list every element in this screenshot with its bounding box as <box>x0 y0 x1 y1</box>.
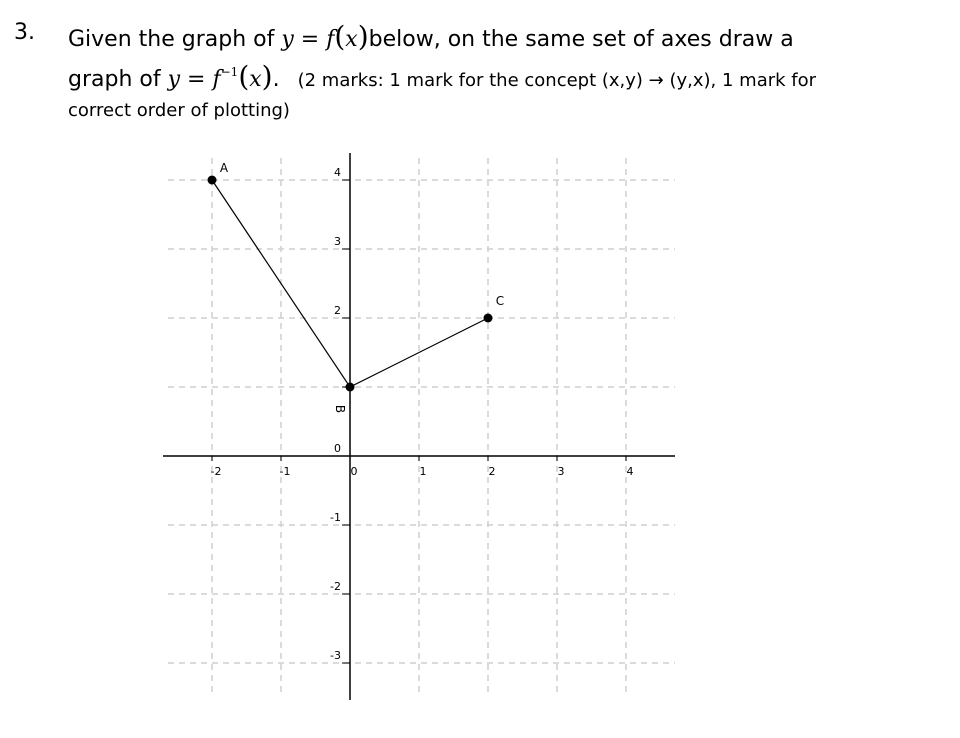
x-tick-label: 4 <box>626 465 634 478</box>
math-f-2: f <box>212 67 221 92</box>
question-number: 3. <box>14 20 35 45</box>
x-tick-label: 0 <box>350 465 358 478</box>
math-y: y <box>281 27 294 52</box>
inverse-exponent: −1 <box>220 65 239 79</box>
math-x-2: x <box>249 67 262 92</box>
y-tick-label: 3 <box>334 235 341 248</box>
math-x: x <box>345 27 358 52</box>
open-paren: ( <box>334 20 346 53</box>
point-label-a: A <box>219 161 229 175</box>
y-tick-label: -1 <box>330 511 341 524</box>
question-tail: below, on the same set of axes draw a <box>368 27 794 52</box>
y-tick-label: 0 <box>334 442 341 455</box>
marks-note: (2 marks: 1 mark for the concept (x,y) → (y,x), 1 mark for <box>297 70 817 91</box>
math-equals-2: = <box>180 67 213 92</box>
close-paren: ) <box>357 20 369 53</box>
point-c <box>484 314 493 323</box>
y-tick-label: 2 <box>334 304 341 317</box>
grid <box>168 158 675 695</box>
point-a <box>208 176 217 185</box>
x-tick-label: 2 <box>488 465 496 478</box>
x-tick-label: -2 <box>210 465 222 478</box>
points-layer <box>208 161 505 413</box>
math-y-2: y <box>167 67 181 92</box>
ticks <box>211 166 634 663</box>
x-tick-label: -1 <box>279 465 291 478</box>
math-f: f <box>326 27 335 52</box>
question-lead-2: graph of <box>68 67 168 92</box>
point-label-c: C <box>495 294 505 308</box>
math-equals: = <box>293 27 327 52</box>
question-text-line-3: correct order of plotting) <box>68 100 290 121</box>
point-b <box>346 383 355 392</box>
question-lead: Given the graph of <box>68 27 282 52</box>
y-tick-label: -3 <box>330 649 341 662</box>
period: . <box>272 67 280 92</box>
y-tick-label: 4 <box>334 166 341 179</box>
x-tick-label: 3 <box>557 465 565 478</box>
point-label-b: B <box>333 404 347 414</box>
open-paren-2: ( <box>238 60 250 93</box>
close-paren-2: ) <box>261 60 273 93</box>
x-tick-label: 1 <box>419 465 427 478</box>
graph-segment <box>212 180 350 387</box>
y-tick-label: -2 <box>330 580 341 593</box>
